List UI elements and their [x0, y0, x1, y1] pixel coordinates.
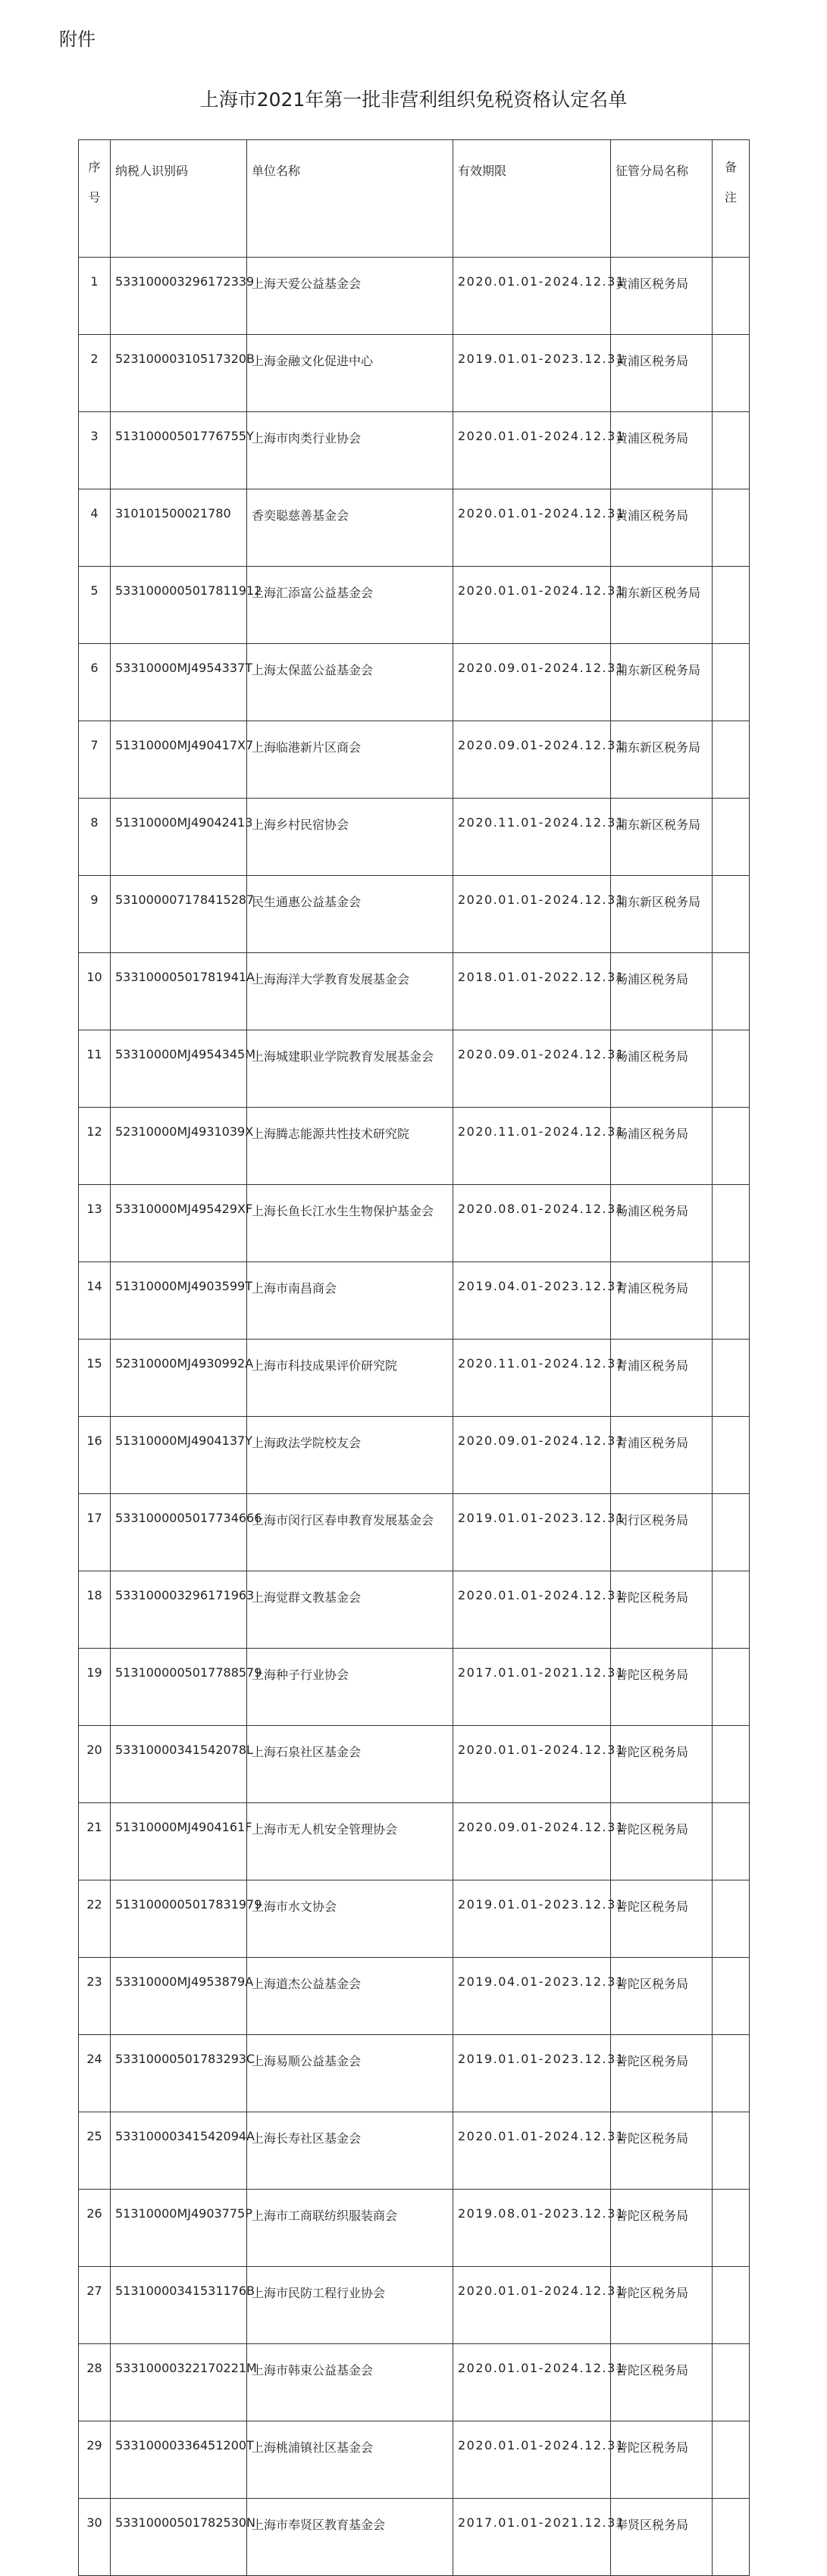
table-row — [79, 2035, 750, 2112]
cell-bureau: 杨浦区税务局 — [611, 1185, 713, 1262]
cell-taxpayer-id: 5131000005017831979 — [111, 1880, 247, 1958]
cell-bureau: 杨浦区税务局 — [611, 953, 713, 1030]
cell-org-name: 上海市民防工程行业协会 — [247, 2267, 453, 2344]
cell-taxpayer-id: 53310000501782530N — [111, 2499, 247, 2576]
cell-bureau: 普陀区税务局 — [611, 1803, 713, 1880]
cell-seq: 23 — [79, 1958, 111, 2035]
cell-taxpayer-id: 53310000322170221M — [111, 2344, 247, 2421]
cell-validity: 2020.01.01-2024.12.31 — [453, 489, 611, 567]
cell-note — [713, 721, 750, 799]
table-row — [79, 1958, 750, 2035]
cell-taxpayer-id: 52310000MJ4930992A — [111, 1340, 247, 1417]
cell-org-name: 上海金融文化促进中心 — [247, 335, 453, 412]
table-header — [79, 140, 750, 258]
cell-org-name: 上海市奉贤区教育基金会 — [247, 2499, 453, 2576]
cell-note — [713, 1108, 750, 1185]
cell-bureau: 浦东新区税务局 — [611, 876, 713, 953]
cell-taxpayer-id: 51310000501776755Y — [111, 412, 247, 489]
cell-note — [713, 953, 750, 1030]
cell-validity: 2019.01.01-2023.12.31 — [453, 2035, 611, 2112]
cell-note — [713, 412, 750, 489]
header-bureau: 征管分局名称 — [611, 140, 713, 258]
cell-validity: 2020.01.01-2024.12.31 — [453, 2421, 611, 2499]
cell-validity: 2020.08.01-2024.12.31 — [453, 1185, 611, 1262]
cell-seq: 6 — [79, 644, 111, 721]
cell-seq: 4 — [79, 489, 111, 567]
table-row — [79, 1649, 750, 1726]
cell-taxpayer-id: 53310000341542078L — [111, 1726, 247, 1803]
header-row — [79, 140, 750, 258]
cell-org-name: 上海天爱公益基金会 — [247, 258, 453, 335]
cell-seq: 27 — [79, 2267, 111, 2344]
cell-taxpayer-id: 5331000005017811912 — [111, 567, 247, 644]
cell-org-name: 上海海洋大学教育发展基金会 — [247, 953, 453, 1030]
cell-bureau: 普陀区税务局 — [611, 1958, 713, 2035]
cell-org-name: 上海觉群文教基金会 — [247, 1571, 453, 1649]
cell-validity: 2020.01.01-2024.12.31 — [453, 876, 611, 953]
cell-taxpayer-id: 51310000MJ4903775P — [111, 2190, 247, 2267]
table-row — [79, 412, 750, 489]
cell-validity: 2020.01.01-2024.12.31 — [453, 1571, 611, 1649]
cell-validity: 2020.09.01-2024.12.31 — [453, 721, 611, 799]
cell-validity: 2020.01.01-2024.12.31 — [453, 2344, 611, 2421]
cell-seq: 30 — [79, 2499, 111, 2576]
cell-taxpayer-id: 310101500021780 — [111, 489, 247, 567]
cell-bureau: 青浦区税务局 — [611, 1340, 713, 1417]
cell-taxpayer-id: 51310000MJ4903599T — [111, 1262, 247, 1340]
cell-validity: 2017.01.01-2021.12.31 — [453, 2499, 611, 2576]
cell-taxpayer-id: 5331000005017734666 — [111, 1494, 247, 1571]
cell-seq: 25 — [79, 2112, 111, 2190]
header-seq-line1: 序 — [88, 160, 101, 174]
cell-bureau: 普陀区税务局 — [611, 1726, 713, 1803]
cell-validity: 2019.01.01-2023.12.31 — [453, 1880, 611, 1958]
cell-bureau: 普陀区税务局 — [611, 2190, 713, 2267]
cell-org-name: 上海市无人机安全管理协会 — [247, 1803, 453, 1880]
cell-bureau: 普陀区税务局 — [611, 2035, 713, 2112]
cell-bureau: 黄浦区税务局 — [611, 489, 713, 567]
cell-taxpayer-id: 53310000341542094A — [111, 2112, 247, 2190]
cell-org-name: 上海桃浦镇社区基金会 — [247, 2421, 453, 2499]
cell-note — [713, 489, 750, 567]
cell-seq: 12 — [79, 1108, 111, 1185]
cell-note — [713, 258, 750, 335]
cell-taxpayer-id: 51310000MJ4904137Y — [111, 1417, 247, 1494]
table-row — [79, 1571, 750, 1649]
cell-taxpayer-id: 53310000MJ4954337T — [111, 644, 247, 721]
cell-taxpayer-id: 533100003296172339 — [111, 258, 247, 335]
cell-taxpayer-id: 52310000310517320B — [111, 335, 247, 412]
table-body — [79, 258, 750, 2576]
cell-note — [713, 1185, 750, 1262]
cell-taxpayer-id: 53310000MJ4953879A — [111, 1958, 247, 2035]
cell-org-name: 上海市水文协会 — [247, 1880, 453, 1958]
cell-note — [713, 1262, 750, 1340]
cell-validity: 2020.09.01-2024.12.31 — [453, 1417, 611, 1494]
cell-org-name: 上海市韩束公益基金会 — [247, 2344, 453, 2421]
cell-validity: 2019.01.01-2023.12.31 — [453, 335, 611, 412]
cell-note — [713, 1340, 750, 1417]
cell-note — [713, 1726, 750, 1803]
table-row — [79, 1880, 750, 1958]
header-org-name: 单位名称 — [247, 140, 453, 258]
cell-bureau: 黄浦区税务局 — [611, 335, 713, 412]
attachment-label: 附件 — [59, 29, 96, 50]
cell-bureau: 普陀区税务局 — [611, 1880, 713, 1958]
cell-note — [713, 1494, 750, 1571]
header-note-line1: 备 — [724, 160, 737, 174]
cell-seq: 1 — [79, 258, 111, 335]
table-row — [79, 2112, 750, 2190]
table-row — [79, 567, 750, 644]
table-row — [79, 2499, 750, 2576]
table-row — [79, 799, 750, 876]
table-row — [79, 721, 750, 799]
cell-taxpayer-id: 53310000MJ495429XF — [111, 1185, 247, 1262]
table-row — [79, 1803, 750, 1880]
cell-note — [713, 567, 750, 644]
cell-note — [713, 1649, 750, 1726]
cell-seq: 17 — [79, 1494, 111, 1571]
header-seq — [79, 140, 111, 258]
cell-org-name: 上海石泉社区基金会 — [247, 1726, 453, 1803]
cell-seq: 19 — [79, 1649, 111, 1726]
cell-org-name: 上海临港新片区商会 — [247, 721, 453, 799]
table-row — [79, 489, 750, 567]
cell-bureau: 普陀区税务局 — [611, 1649, 713, 1726]
cell-org-name: 上海政法学院校友会 — [247, 1417, 453, 1494]
cell-seq: 8 — [79, 799, 111, 876]
table-row — [79, 1108, 750, 1185]
cell-seq: 10 — [79, 953, 111, 1030]
cell-seq: 29 — [79, 2421, 111, 2499]
cell-taxpayer-id: 533100003296171963 — [111, 1571, 247, 1649]
cell-bureau: 普陀区税务局 — [611, 2344, 713, 2421]
cell-org-name: 上海市科技成果评价研究院 — [247, 1340, 453, 1417]
cell-validity: 2017.01.01-2021.12.31 — [453, 1649, 611, 1726]
cell-org-name: 上海市闵行区春申教育发展基金会 — [247, 1494, 453, 1571]
cell-org-name: 香奕聪慈善基金会 — [247, 489, 453, 567]
table-row — [79, 2190, 750, 2267]
cell-org-name: 上海市工商联纺织服装商会 — [247, 2190, 453, 2267]
cell-note — [713, 2267, 750, 2344]
table-row — [79, 335, 750, 412]
table-row — [79, 1185, 750, 1262]
cell-bureau: 奉贤区税务局 — [611, 2499, 713, 2576]
cell-bureau: 普陀区税务局 — [611, 1571, 713, 1649]
header-note-line2: 注 — [724, 190, 737, 205]
cell-seq: 14 — [79, 1262, 111, 1340]
cell-taxpayer-id: 53310000336451200T — [111, 2421, 247, 2499]
cell-note — [713, 335, 750, 412]
cell-bureau: 黄浦区税务局 — [611, 258, 713, 335]
cell-seq: 13 — [79, 1185, 111, 1262]
cell-validity: 2020.11.01-2024.12.31 — [453, 1340, 611, 1417]
header-taxpayer-id: 纳税人识别码 — [111, 140, 247, 258]
cell-validity: 2018.01.01-2022.12.31 — [453, 953, 611, 1030]
cell-bureau: 浦东新区税务局 — [611, 721, 713, 799]
table-row — [79, 2344, 750, 2421]
cell-bureau: 普陀区税务局 — [611, 2112, 713, 2190]
cell-taxpayer-id: 531000007178415287 — [111, 876, 247, 953]
cell-taxpayer-id: 53310000501781941A — [111, 953, 247, 1030]
cell-taxpayer-id: 52310000MJ4931039X — [111, 1108, 247, 1185]
cell-note — [713, 876, 750, 953]
cell-seq: 5 — [79, 567, 111, 644]
cell-bureau: 闵行区税务局 — [611, 1494, 713, 1571]
cell-note — [713, 1880, 750, 1958]
document-title: 上海市2021年第一批非营利组织免税资格认定名单 — [199, 89, 628, 111]
cell-validity: 2019.01.01-2023.12.31 — [453, 1494, 611, 1571]
cell-org-name: 上海市肉类行业协会 — [247, 412, 453, 489]
cell-bureau: 浦东新区税务局 — [611, 644, 713, 721]
cell-seq: 26 — [79, 2190, 111, 2267]
cell-org-name: 上海市南昌商会 — [247, 1262, 453, 1340]
cell-taxpayer-id: 51310000MJ490417X7 — [111, 721, 247, 799]
cell-org-name: 上海腾志能源共性技术研究院 — [247, 1108, 453, 1185]
cell-validity: 2020.09.01-2024.12.31 — [453, 1803, 611, 1880]
cell-note — [713, 644, 750, 721]
table-row — [79, 258, 750, 335]
cell-note — [713, 799, 750, 876]
cell-validity: 2019.04.01-2023.12.31 — [453, 1262, 611, 1340]
cell-seq: 15 — [79, 1340, 111, 1417]
cell-taxpayer-id: 5131000005017788579 — [111, 1649, 247, 1726]
cell-org-name: 上海易顺公益基金会 — [247, 2035, 453, 2112]
table-row — [79, 644, 750, 721]
cell-bureau: 青浦区税务局 — [611, 1262, 713, 1340]
table-row — [79, 953, 750, 1030]
cell-seq: 18 — [79, 1571, 111, 1649]
cell-seq: 21 — [79, 1803, 111, 1880]
cell-seq: 9 — [79, 876, 111, 953]
table-row — [79, 1262, 750, 1340]
cell-note — [713, 2112, 750, 2190]
header-note — [713, 140, 750, 258]
cell-taxpayer-id: 53310000501783293C — [111, 2035, 247, 2112]
cell-note — [713, 2035, 750, 2112]
cell-bureau: 浦东新区税务局 — [611, 799, 713, 876]
cell-bureau: 杨浦区税务局 — [611, 1108, 713, 1185]
table-row — [79, 1726, 750, 1803]
table-row — [79, 2267, 750, 2344]
cell-seq: 16 — [79, 1417, 111, 1494]
cell-seq: 11 — [79, 1030, 111, 1108]
cell-note — [713, 1417, 750, 1494]
cell-taxpayer-id: 51310000341531176B — [111, 2267, 247, 2344]
cell-bureau: 黄浦区税务局 — [611, 412, 713, 489]
header-validity: 有效期限 — [453, 140, 611, 258]
table-row — [79, 1340, 750, 1417]
cell-note — [713, 2421, 750, 2499]
cell-bureau: 普陀区税务局 — [611, 2267, 713, 2344]
cell-seq: 28 — [79, 2344, 111, 2421]
cell-note — [713, 1958, 750, 2035]
cell-seq: 20 — [79, 1726, 111, 1803]
cell-note — [713, 1030, 750, 1108]
cell-seq: 22 — [79, 1880, 111, 1958]
cell-validity: 2020.09.01-2024.12.31 — [453, 1030, 611, 1108]
cell-seq: 24 — [79, 2035, 111, 2112]
cell-org-name: 上海长寿社区基金会 — [247, 2112, 453, 2190]
cell-org-name: 上海长鱼长江水生生物保护基金会 — [247, 1185, 453, 1262]
cell-validity: 2020.01.01-2024.12.31 — [453, 1726, 611, 1803]
table-row — [79, 2421, 750, 2499]
table-row — [79, 1494, 750, 1571]
cell-taxpayer-id: 51310000MJ4904161F — [111, 1803, 247, 1880]
cell-org-name: 上海乡村民宿协会 — [247, 799, 453, 876]
table-row — [79, 876, 750, 953]
cell-seq: 7 — [79, 721, 111, 799]
header-seq-line2: 号 — [88, 190, 101, 205]
cell-seq: 3 — [79, 412, 111, 489]
cell-validity: 2020.01.01-2024.12.31 — [453, 2112, 611, 2190]
cell-bureau: 普陀区税务局 — [611, 2421, 713, 2499]
cell-note — [713, 1571, 750, 1649]
cell-validity: 2019.04.01-2023.12.31 — [453, 1958, 611, 2035]
cell-org-name: 上海太保蓝公益基金会 — [247, 644, 453, 721]
cell-validity: 2020.01.01-2024.12.31 — [453, 2267, 611, 2344]
qualification-table — [78, 139, 750, 2576]
cell-validity: 2020.11.01-2024.12.31 — [453, 799, 611, 876]
table-row — [79, 1417, 750, 1494]
cell-validity: 2019.08.01-2023.12.31 — [453, 2190, 611, 2267]
cell-org-name: 上海汇添富公益基金会 — [247, 567, 453, 644]
cell-org-name: 民生通惠公益基金会 — [247, 876, 453, 953]
cell-org-name: 上海道杰公益基金会 — [247, 1958, 453, 2035]
cell-note — [713, 2190, 750, 2267]
cell-note — [713, 2344, 750, 2421]
cell-validity: 2020.01.01-2024.12.31 — [453, 567, 611, 644]
cell-validity: 2020.01.01-2024.12.31 — [453, 258, 611, 335]
cell-taxpayer-id: 51310000MJ49042413 — [111, 799, 247, 876]
cell-note — [713, 1803, 750, 1880]
cell-taxpayer-id: 53310000MJ4954345M — [111, 1030, 247, 1108]
cell-validity: 2020.01.01-2024.12.31 — [453, 412, 611, 489]
cell-bureau: 青浦区税务局 — [611, 1417, 713, 1494]
cell-org-name: 上海城建职业学院教育发展基金会 — [247, 1030, 453, 1108]
cell-validity: 2020.11.01-2024.12.31 — [453, 1108, 611, 1185]
cell-validity: 2020.09.01-2024.12.31 — [453, 644, 611, 721]
table-row — [79, 1030, 750, 1108]
cell-bureau: 浦东新区税务局 — [611, 567, 713, 644]
cell-bureau: 杨浦区税务局 — [611, 1030, 713, 1108]
cell-seq: 2 — [79, 335, 111, 412]
cell-note — [713, 2499, 750, 2576]
cell-org-name: 上海种子行业协会 — [247, 1649, 453, 1726]
